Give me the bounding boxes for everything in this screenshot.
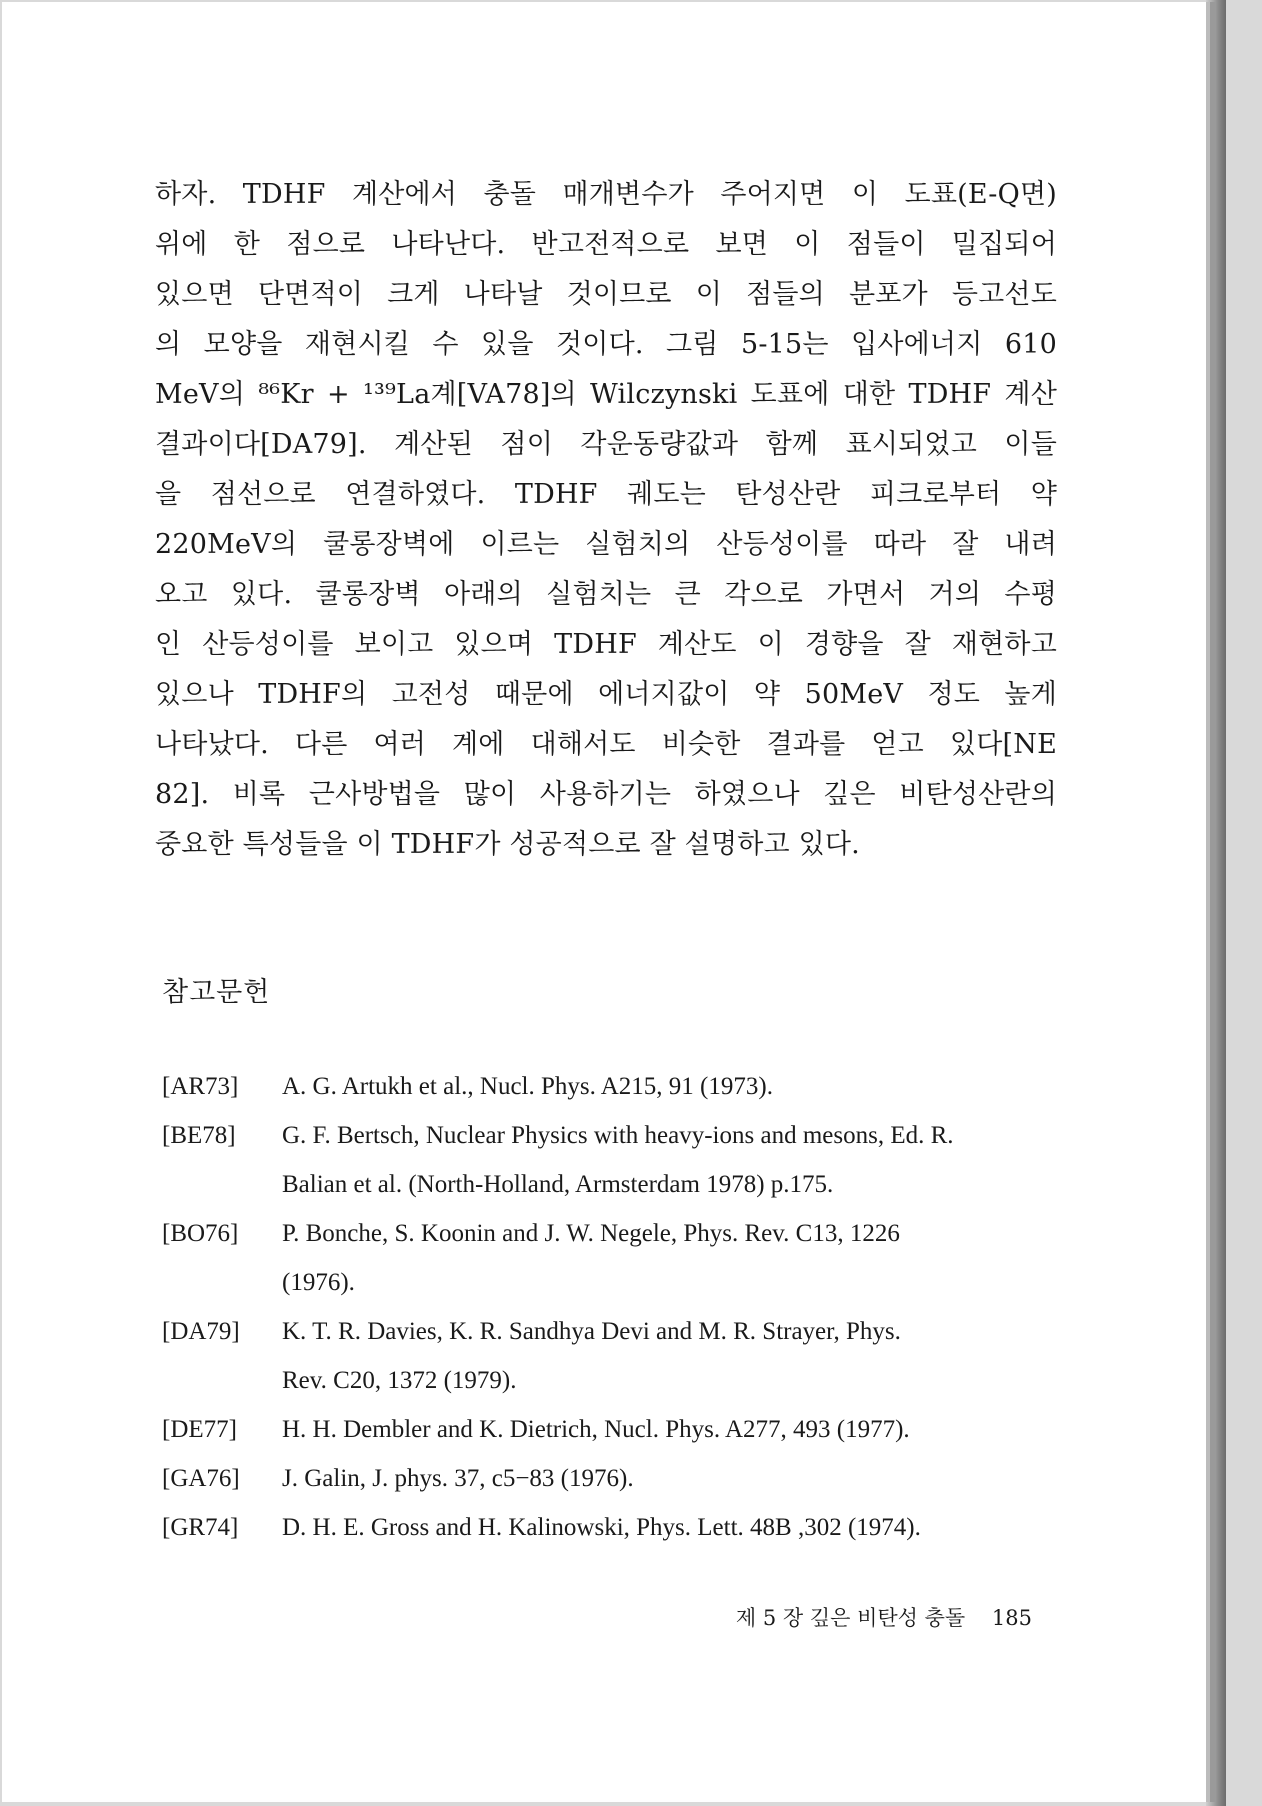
reference-item [162, 1111, 1062, 1209]
reference-item [162, 1062, 1062, 1111]
page-number: 185 [991, 1606, 1032, 1630]
body-line: 나타났다. 다른 여러 계에 대해서도 비슷한 결과를 얻고 있다[NE [155, 729, 1057, 760]
reference-key: [DA79] [162, 1318, 240, 1345]
reference-text [282, 1454, 1062, 1503]
references-heading: 참고문헌 [162, 977, 271, 1008]
body-line: 인 산등성이를 보이고 있으며 TDHF 계산도 이 경향을 잘 재현하고 [155, 629, 1057, 660]
references-list [162, 1062, 1062, 1552]
body-line: 의 모양을 재현시킬 수 있을 것이다. 그림 5-15는 입사에너지 610 [155, 329, 1057, 360]
page-edge [1206, 0, 1226, 1806]
reference-item [162, 1209, 1062, 1307]
reference-line: A. G. Artukh et al., Nucl. Phys. A215, 91 (1973). [282, 1073, 773, 1100]
body-line: 220MeV의 쿨롱장벽에 이르는 실험치의 산등성이를 따라 잘 내려 [155, 529, 1057, 560]
body-paragraph [155, 170, 1057, 870]
body-line: 하자. TDHF 계산에서 충돌 매개변수가 주어지면 이 도표(E-Q면) [155, 179, 1057, 210]
reference-item [162, 1503, 1062, 1552]
page-footer [702, 1602, 1032, 1632]
reference-text [282, 1405, 1062, 1454]
reference-line: Balian et al. (North-Holland, Armsterdam 1978) p.175. [282, 1171, 834, 1198]
body-line: 위에 한 점으로 나타난다. 반고전적으로 보면 이 점들이 밀집되어 [155, 229, 1057, 260]
body-line: 오고 있다. 쿨롱장벽 아래의 실험치는 큰 각으로 가면서 거의 수평 [155, 579, 1057, 610]
reference-line: Rev. C20, 1372 (1979). [282, 1367, 517, 1394]
chapter-title: 제 5 장 깊은 비탄성 충돌 [735, 1606, 966, 1630]
reference-item [162, 1405, 1062, 1454]
body-line: 을 점선으로 연결하였다. TDHF 궤도는 탄성산란 피크로부터 약 [155, 479, 1057, 510]
body-line: 있으나 TDHF의 고전성 때문에 에너지값이 약 50MeV 정도 높게 [155, 679, 1057, 710]
body-line: 82]. 비록 근사방법을 많이 사용하기는 하였으나 깊은 비탄성산란의 [155, 779, 1057, 810]
reference-key: [GR74] [162, 1514, 239, 1541]
body-line: 있으면 단면적이 크게 나타날 것이므로 이 점들의 분포가 등고선도 [155, 279, 1057, 310]
reference-line: P. Bonche, S. Koonin and J. W. Negele, Phys. Rev. C13, 1226 [282, 1220, 900, 1247]
document-page [2, 2, 1206, 1802]
reference-item [162, 1307, 1062, 1405]
body-line: 결과이다[DA79]. 계산된 점이 각운동량값과 함께 표시되었고 이들 [155, 429, 1057, 460]
reference-line: K. T. R. Davies, K. R. Sandhya Devi and M. R. Strayer, Phys. [282, 1318, 901, 1345]
reference-text [282, 1503, 1062, 1552]
reference-line: (1976). [282, 1269, 355, 1296]
reference-key: [AR73] [162, 1073, 239, 1100]
reference-text [282, 1062, 1062, 1111]
body-line: MeV의 ⁸⁶Kr + ¹³⁹La계[VA78]의 Wilczynski 도표에 대한 TDHF 계산 [155, 379, 1057, 410]
reference-text [282, 1209, 1062, 1307]
reference-line: J. Galin, J. phys. 37, c5−83 (1976). [282, 1465, 634, 1492]
reference-item [162, 1454, 1062, 1503]
body-line: 중요한 특성들을 이 TDHF가 성공적으로 잘 설명하고 있다. [155, 829, 860, 860]
reference-line: H. H. Dembler and K. Dietrich, Nucl. Phys. A277, 493 (1977). [282, 1416, 910, 1443]
reference-text [282, 1111, 1062, 1209]
reference-key: [DE77] [162, 1416, 237, 1443]
reference-key: [BE78] [162, 1122, 236, 1149]
reference-key: [GA76] [162, 1465, 240, 1492]
reference-key: [BO76] [162, 1220, 239, 1247]
reference-text [282, 1307, 1062, 1405]
reference-line: D. H. E. Gross and H. Kalinowski, Phys. Lett. 48B ,302 (1974). [282, 1514, 921, 1541]
reference-line: G. F. Bertsch, Nuclear Physics with heavy-ions and mesons, Ed. R. [282, 1122, 954, 1149]
